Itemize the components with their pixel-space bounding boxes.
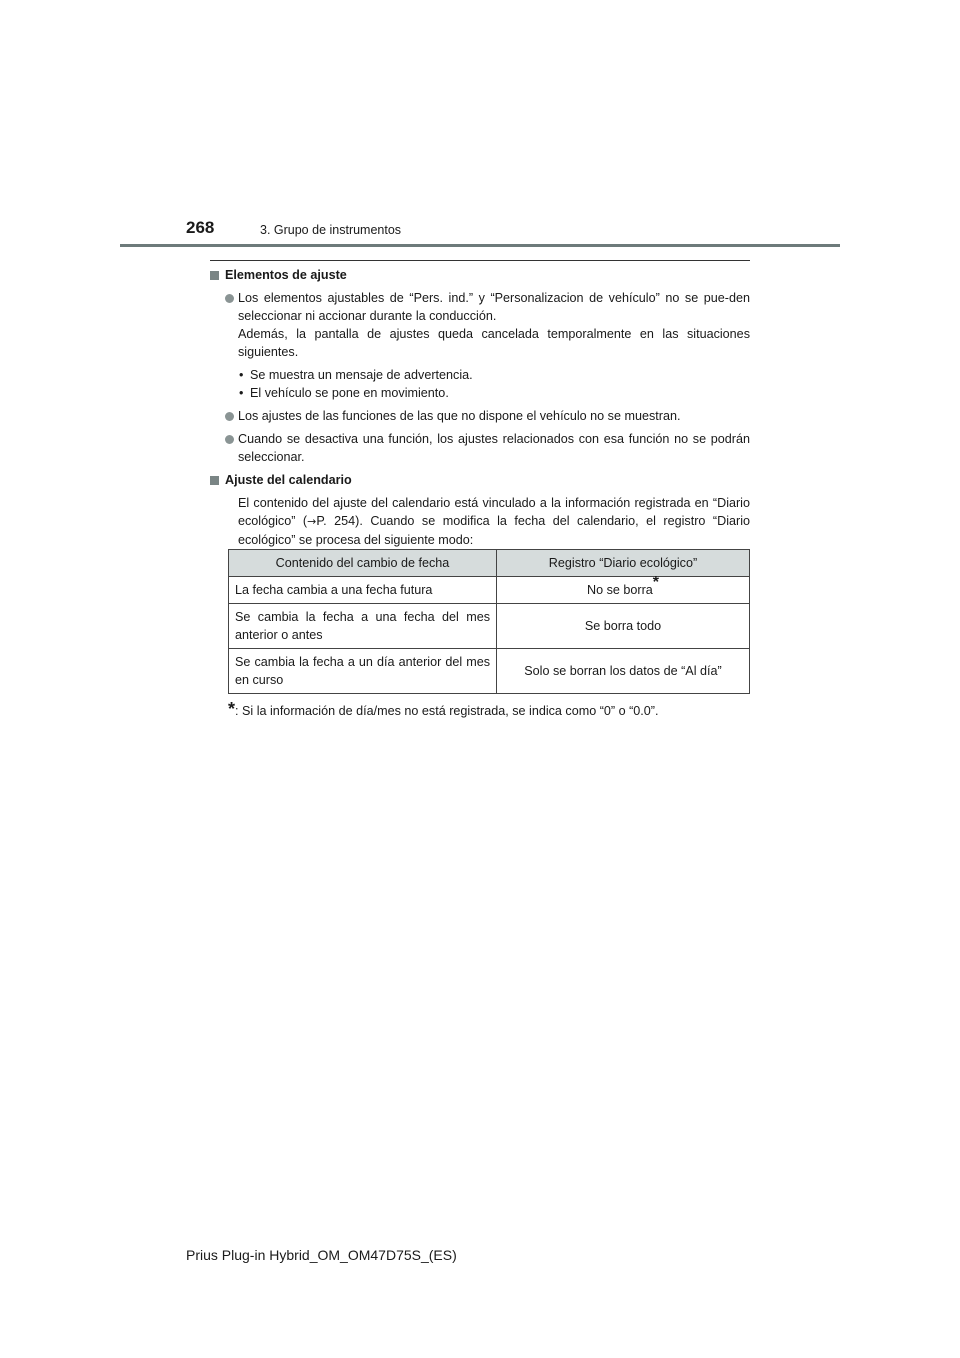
footnote-star-icon: * <box>652 573 660 591</box>
footnote-text: : Si la información de día/mes no está registrada, se indica como “0” o “0.0”. <box>235 704 659 718</box>
arrow-right-icon: → <box>307 515 317 528</box>
column-header: Contenido del cambio de fecha <box>229 550 497 577</box>
bullet-text: Los ajustes de las funciones de las que no dispone el vehículo no se muestran. <box>238 409 681 423</box>
circle-bullet-icon <box>225 412 234 421</box>
column-header: Registro “Diario ecológico” <box>497 550 750 577</box>
square-bullet-icon <box>210 271 219 280</box>
section-heading-text: Ajuste del calendario <box>225 473 352 487</box>
section-divider <box>210 260 750 261</box>
table-header-row <box>229 550 750 577</box>
table-cell-record: Se borra todo <box>497 604 750 649</box>
header-rule <box>120 244 840 247</box>
bullet-text: Los elementos ajustables de “Pers. ind.” y “Personalizacion de vehículo” no se pue-den seleccionar ni accionar durante la conducción. <box>238 291 750 323</box>
table-cell-record: Solo se borran los datos de “Al día” <box>497 649 750 694</box>
table-row <box>229 577 750 604</box>
section-heading-text: Elementos de ajuste <box>225 268 347 282</box>
list-item <box>210 430 750 466</box>
table-cell-record <box>497 573 750 604</box>
section-heading-calendario <box>210 471 750 489</box>
footnote-star-icon: * <box>228 699 236 719</box>
page-number: 268 <box>186 218 215 237</box>
footnote <box>228 700 758 720</box>
circle-bullet-icon <box>225 294 234 303</box>
square-bullet-icon <box>210 476 219 485</box>
record-text: No se borra <box>586 583 653 597</box>
circle-bullet-icon <box>225 435 234 444</box>
bullet-text-continued: Además, la pantalla de ajustes queda cancelada temporalmente en las situaciones siguientes. <box>238 327 750 359</box>
calendar-paragraph <box>210 494 750 549</box>
bullet-text: Cuando se desactiva una función, los ajustes relacionados con esa función no se podrán seleccionar. <box>238 432 750 464</box>
table-cell-change: Se cambia la fecha a un día anterior del mes en curso <box>229 649 497 694</box>
sub-list-item: • El vehículo se pone en movimiento. <box>210 384 750 402</box>
page-reference-link[interactable]: P. 254 <box>316 514 356 528</box>
chapter-title: 3. Grupo de instrumentos <box>260 223 402 237</box>
paragraph-text-continued: ). Cuando se modifica la fecha del calendario, el registro “Diario ecológico” se procesa del siguiente modo: <box>238 514 750 547</box>
page-footer: Prius Plug-in Hybrid_OM_OM47D75S_(ES) <box>186 1247 457 1263</box>
table-row <box>229 649 750 694</box>
section-heading-elementos <box>210 266 750 284</box>
sub-list <box>210 366 750 402</box>
list-item <box>210 407 750 425</box>
main-content <box>210 266 750 557</box>
table-cell-change: Se cambia la fecha a una fecha del mes anterior o antes <box>229 604 497 649</box>
table-cell-change: La fecha cambia a una fecha futura <box>229 577 497 604</box>
list-item <box>210 289 750 361</box>
sub-list-item: • Se muestra un mensaje de advertencia. <box>210 366 750 384</box>
table-row <box>229 604 750 649</box>
calendar-table <box>228 549 750 694</box>
paragraph-text: El contenido del ajuste del calendario está vinculado a la información registrada en “Diario ecológico” ( <box>238 496 750 528</box>
